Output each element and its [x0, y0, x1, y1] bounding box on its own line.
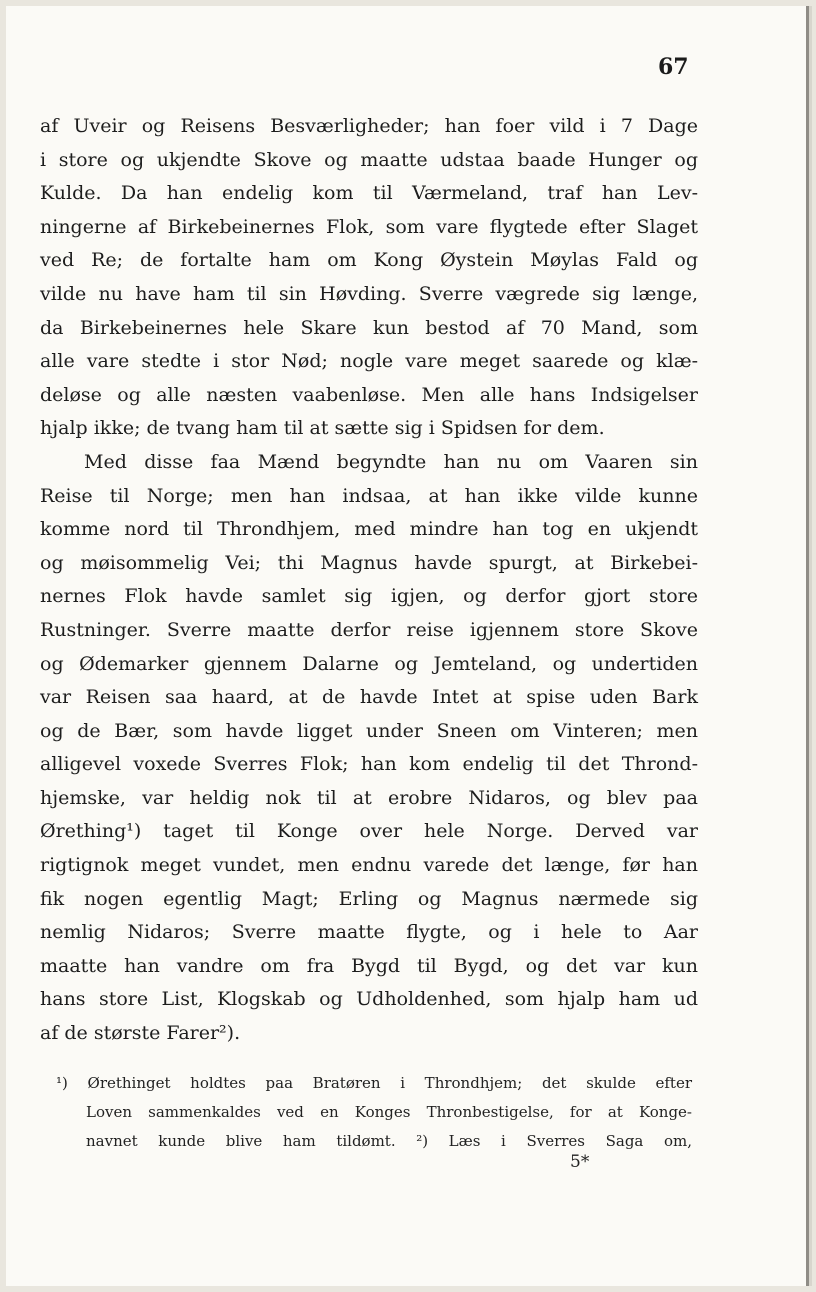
text-line: alligevel voxede Sverres Flok; han kom endelig til det Thrond- — [40, 753, 698, 776]
text-line: Reise til Norge; men han indsaa, at han ikke vilde kunne — [40, 484, 698, 507]
text-line: alle vare stedte i stor Nød; nogle vare meget saarede og klæ- — [40, 350, 698, 373]
book-page — [6, 6, 806, 1286]
text-line: nemlig Nidaros; Sverre maatte flygte, og i hele to Aar — [40, 921, 698, 944]
body-text — [40, 110, 698, 1051]
text-line: Rustninger. Sverre maatte derfor reise igjennem store Skove — [40, 618, 698, 641]
text-line: Kulde. Da han endelig kom til Værmeland, traf han Lev- — [40, 182, 698, 205]
footnote-line: navnet kunde blive ham tildømt. ²) Læs i Sverres Saga om, — [86, 1132, 692, 1150]
text-line: af de største Farer²). — [40, 1022, 241, 1045]
text-line: og møisommelig Vei; thi Magnus havde spurgt, at Birkebei- — [40, 551, 698, 574]
signature-mark: 5* — [570, 1152, 590, 1172]
text-line: maatte han vandre om fra Bygd til Bygd, og det var kun — [40, 954, 698, 977]
text-line: var Reisen saa haard, at de havde Intet at spise uden Bark — [40, 686, 698, 709]
text-line: da Birkebeinernes hele Skare kun bestod af 70 Mand, som — [40, 316, 698, 339]
footnote-line: ¹) Ørethinget holdtes paa Bratøren i Throndhjem; det skulde efter — [56, 1074, 692, 1092]
text-line: fik nogen egentlig Magt; Erling og Magnus nærmede sig — [40, 887, 698, 910]
footnote-line: Loven sammenkaldes ved en Konges Thronbestigelse, for at Konge- — [86, 1103, 692, 1121]
text-line: Ørething¹) taget til Konge over hele Norge. Derved var — [40, 820, 698, 843]
text-line: rigtignok meget vundet, men endnu varede det længe, før han — [40, 854, 698, 877]
text-line: i store og ukjendte Skove og maatte udstaa baade Hunger og — [40, 148, 698, 171]
text-line: hjalp ikke; de tvang ham til at sætte sig i Spidsen for dem. — [40, 417, 605, 440]
text-line: ved Re; de fortalte ham om Kong Øystein Møylas Fald og — [40, 249, 698, 272]
text-line: Med disse faa Mænd begyndte han nu om Vaaren sin — [84, 450, 698, 473]
text-line: ningerne af Birkebeinernes Flok, som vare flygtede efter Slaget — [40, 215, 698, 238]
text-line: hjemske, var heldig nok til at erobre Nidaros, og blev paa — [40, 786, 698, 809]
text-line: komme nord til Throndhjem, med mindre han tog en ukjendt — [40, 518, 698, 541]
text-line: vilde nu have ham til sin Høvding. Sverre vægrede sig længe, — [40, 282, 698, 305]
text-line: og Ødemarker gjennem Dalarne og Jemteland, og undertiden — [40, 652, 698, 675]
text-line: deløse og alle næsten vaabenløse. Men alle hans Indsigelser — [40, 383, 698, 406]
page-number: 67 — [658, 54, 689, 80]
footnotes — [56, 1069, 692, 1156]
text-line: og de Bær, som havde ligget under Sneen om Vinteren; men — [40, 719, 698, 742]
text-line: nernes Flok havde samlet sig igjen, og derfor gjort store — [40, 585, 698, 608]
text-line: af Uveir og Reisens Besværligheder; han foer vild i 7 Dage — [40, 115, 698, 137]
text-line: hans store List, Klogskab og Udholdenhed, som hjalp ham ud — [40, 988, 698, 1011]
